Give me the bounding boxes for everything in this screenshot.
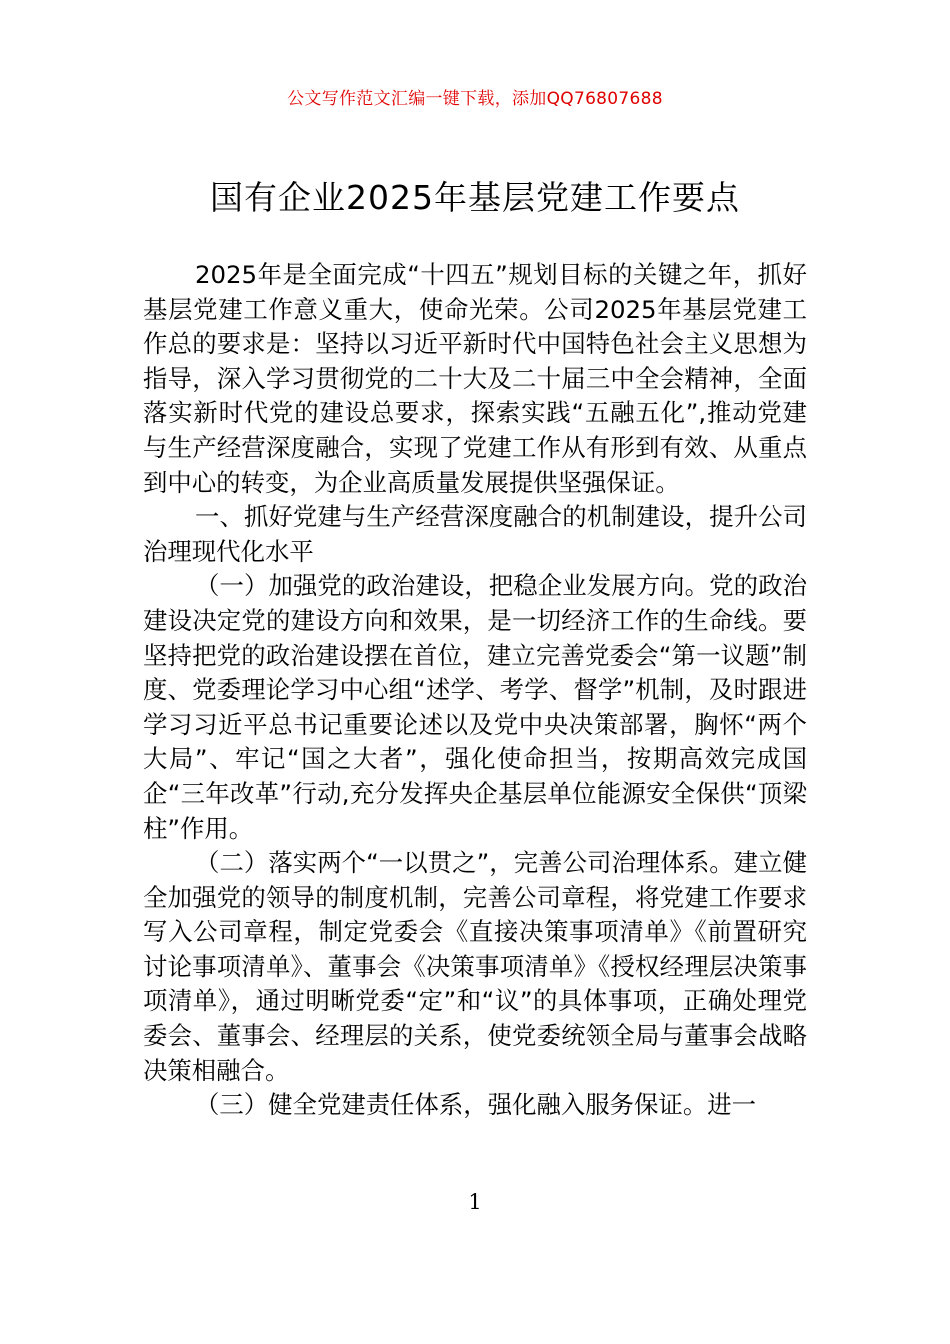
page-number: 1 — [468, 1190, 482, 1214]
section-heading-1: 一、抓好党建与生产经营深度融合的机制建设，提升公司治理现代化水平 — [143, 502, 807, 566]
document-body — [143, 258, 807, 1123]
document-title: 国有企业2025年基层党建工作要点 — [210, 178, 740, 217]
subsection-paragraph-1: （一）加强党的政治建设，把稳企业发展方向。党的政治建设决定党的建设方向和效果，是一切经济工作的生命线。要坚持把党的政治建设摆在首位，建立完善党委会“第一议题”制度、党委理论学习中心组“述学、考学、督学”机制，及时跟进学习习近平总书记重要论述以及党中央决策部署，胸怀“两个大局”、牢记“国之大者”，强化使命担当，按期高效完成国企“三年改革”行动,充分发挥央企基层单位能源安全保供“顶梁柱”作用。 — [143, 571, 807, 843]
subsection-paragraph-3: （三）健全党建责任体系，强化融入服务保证。进一 — [195, 1090, 756, 1120]
intro-paragraph: 2025年是全面完成“十四五”规划目标的关键之年，抓好基层党建工作意义重大，使命光荣。公司2025年基层党建工作总的要求是：坚持以习近平新时代中国特色社会主义思想为指导，深入学习贯彻党的二十大及二十届三中全会精神，全面落实新时代党的建设总要求，探索实践“五融五化”,推动党建与生产经营深度融合，实现了党建工作从有形到有效、从重点到中心的转变，为企业高质量发展提供坚强保证。 — [143, 260, 807, 497]
download-notice: 公文写作范文汇编一键下载，添加QQ76807688 — [287, 89, 663, 109]
subsection-paragraph-2: （二）落实两个“一以贯之”，完善公司治理体系。建立健全加强党的领导的制度机制，完善公司章程，将党建工作要求写入公司章程，制定党委会《直接决策事项清单》《前置研究讨论事项清单》、董事会《决策事项清单》《授权经理层决策事项清单》，通过明晰党委“定”和“议”的具体事项，正确处理党委会、董事会、经理层的关系，使党委统领全局与董事会战略决策相融合。 — [143, 848, 807, 1085]
